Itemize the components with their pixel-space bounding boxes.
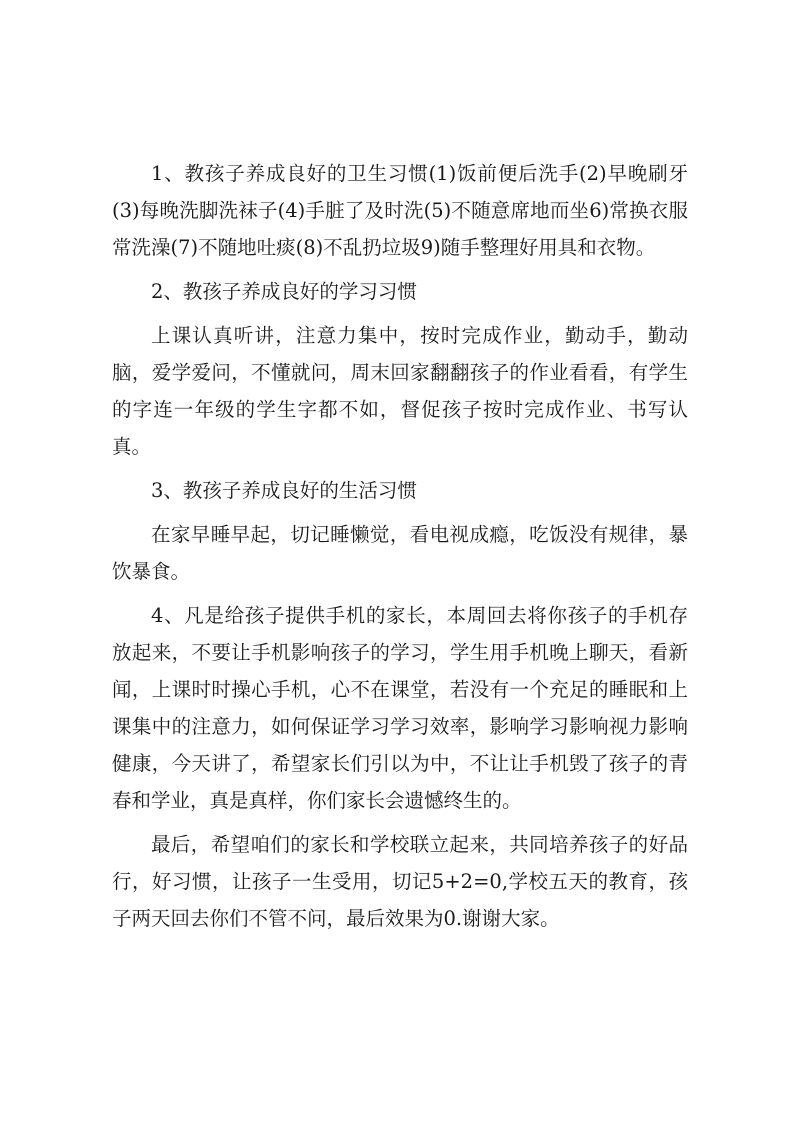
- heading-study-habits: 2、教孩子养成良好的学习习惯: [151, 280, 417, 303]
- document-body: [112, 155, 688, 944]
- heading-life-habits: 3、教孩子养成良好的生活习惯: [151, 479, 417, 502]
- paragraph-hygiene-habits: 1、教孩子养成良好的卫生习惯(1)饭前便后洗手(2)早晚刷牙(3)每晚洗脚洗袜子(4)手脏了及时洗(5)不随意席地而坐6)常换衣服常洗澡(7)不随地吐痰(8)不乱扔垃圾9)随手整理好用具和衣物。: [112, 162, 688, 259]
- paragraph-mobile-phones: 4、凡是给孩子提供手机的家长，本周回去将你孩子的手机存放起来，不要让手机影响孩子的学习，学生用手机晚上聊天，看新闻，上课时时操心手机，心不在课堂，若没有一个充足的睡眠和上课集中的注意力，如何保证学习学习效率，影响学习影响视力影响健康，今天讲了，希望家长们引以为中，不让让手机毁了孩子的青春和学业，真是真样，你们家长会遗憾终生的。: [112, 604, 688, 812]
- paragraph-closing: 最后，希望咱们的家长和学校联立起来，共同培养孩子的好品行，好习惯，让孩子一生受用，切记5+2=0,学校五天的教育，孩子两天回去你们不管不问，最后效果为0.谢谢大家。: [112, 833, 688, 930]
- paragraph-study-habits: 上课认真听讲，注意力集中，按时完成作业，勤动手，勤动脑，爱学爱问，不懂就问，周末回家翻翻孩子的作业看看，有学生的字连一年级的学生字都不如，督促孩子按时完成作业、书写认真。: [112, 324, 688, 458]
- paragraph-life-habits: 在家早睡早起，切记睡懒觉，看电视成瘾，吃饭没有规律，暴饮暴食。: [112, 523, 688, 583]
